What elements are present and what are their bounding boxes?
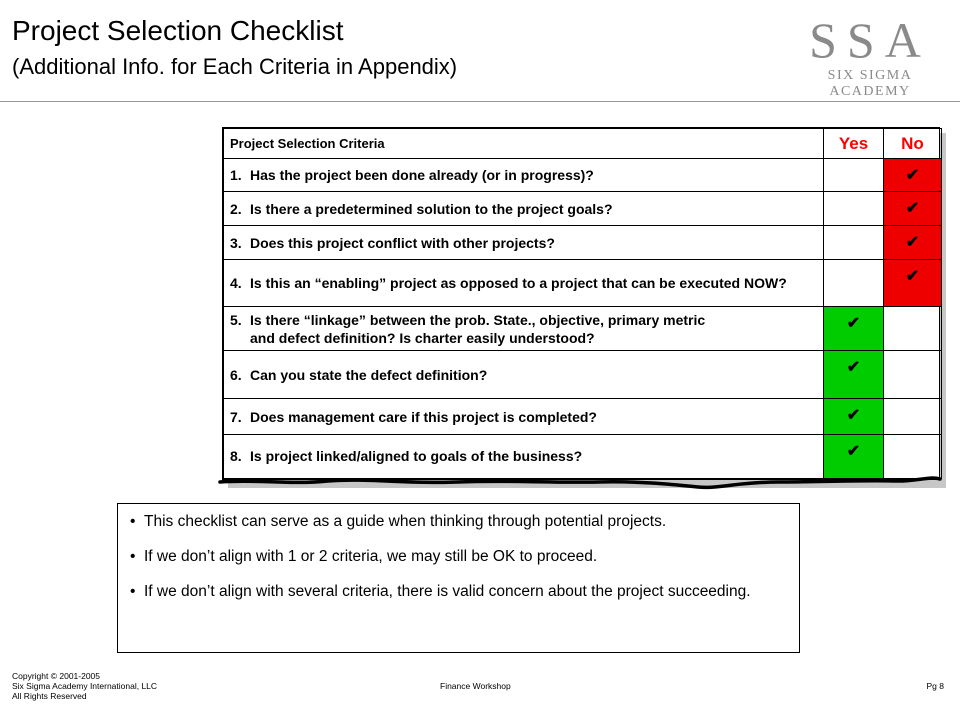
- checkmark-icon: ✔: [846, 359, 861, 377]
- criteria-question: [224, 226, 824, 259]
- guidance-notes: [117, 503, 800, 653]
- rights-line: All Rights Reserved: [12, 691, 87, 701]
- question-number: 1.: [230, 167, 242, 184]
- page-subtitle: (Additional Info. for Each Criteria in Appendix): [12, 54, 458, 79]
- note-text: If we don’t align with several criteria, there is valid concern about the project succeeding.: [144, 583, 751, 600]
- yes-cell: [824, 226, 884, 259]
- no-column-header: No: [884, 129, 942, 159]
- no-cell: [884, 259, 942, 306]
- question-number: 5.: [230, 311, 242, 328]
- logo-tagline: SIX SIGMA ACADEMY: [827, 68, 913, 99]
- table-row: [224, 259, 942, 306]
- criteria-question: [224, 351, 824, 399]
- question-number: 2.: [230, 200, 242, 217]
- question-text-continued: and defect definition? Is charter easily understood?: [250, 329, 595, 346]
- yes-cell: [824, 159, 884, 192]
- no-cell: [884, 351, 942, 399]
- no-cell: [884, 306, 942, 350]
- question-number: 7.: [230, 408, 242, 425]
- checkmark-icon: ✔: [905, 234, 920, 252]
- criteria-question: [224, 159, 824, 192]
- page-title: Project Selection Checklist: [12, 15, 344, 46]
- criteria-question: [224, 259, 824, 306]
- yes-cell: [824, 306, 884, 350]
- no-cell: [884, 192, 942, 226]
- note-text: If we don’t align with 1 or 2 criteria, we may still be OK to proceed.: [144, 548, 598, 565]
- yes-cell: [824, 192, 884, 226]
- table-row: [224, 351, 942, 399]
- table-row: [224, 226, 942, 259]
- header-divider: [0, 101, 960, 102]
- yes-cell: [824, 259, 884, 306]
- bullet: •: [130, 548, 136, 565]
- question-text: Does this project conflict with other projects?: [250, 234, 555, 251]
- checkmark-icon: ✔: [905, 200, 920, 218]
- no-cell: [884, 399, 942, 434]
- question-text: Does management care if this project is completed?: [250, 408, 597, 425]
- footer-workshop: Finance Workshop: [440, 681, 511, 691]
- footer-copyright: [12, 671, 157, 701]
- checklist-table: [222, 127, 940, 480]
- note-item: [130, 512, 787, 532]
- checkmark-icon: ✔: [905, 267, 920, 285]
- company-line: Six Sigma Academy International, LLC: [12, 681, 158, 691]
- question-number: 4.: [230, 274, 242, 291]
- checkmark-icon: ✔: [846, 442, 861, 460]
- no-cell: [884, 226, 942, 259]
- note-item: [130, 547, 787, 567]
- question-text: Is there a predetermined solution to the project goals?: [250, 200, 613, 217]
- bullet: •: [130, 583, 136, 600]
- footer-page-number: Pg 8: [926, 681, 944, 691]
- ssa-logo: [790, 14, 950, 100]
- question-number: 8.: [230, 448, 242, 465]
- question-text: Is there “linkage” between the prob. State., objective, primary metric: [250, 311, 706, 328]
- checkmark-icon: ✔: [846, 407, 861, 425]
- question-number: 6.: [230, 366, 242, 383]
- checkmark-icon: ✔: [846, 314, 861, 332]
- criteria-question: [224, 192, 824, 226]
- yes-cell: [824, 399, 884, 434]
- yes-column-header: Yes: [824, 129, 884, 159]
- question-text: Is project linked/aligned to goals of the business?: [250, 448, 583, 465]
- table-row: [224, 399, 942, 434]
- note-item: [130, 582, 787, 602]
- question-text: Can you state the defect definition?: [250, 366, 488, 383]
- yes-cell: [824, 351, 884, 399]
- question-number: 3.: [230, 234, 242, 251]
- criteria-question: [224, 399, 824, 434]
- criteria-question: [224, 306, 824, 350]
- table-row: [224, 192, 942, 226]
- copyright-line: Copyright © 2001-2005: [12, 671, 101, 681]
- table-row: [224, 159, 942, 192]
- no-cell: [884, 159, 942, 192]
- bullet: •: [130, 513, 136, 530]
- table-row: [224, 306, 942, 350]
- criteria-column-header: Project Selection Criteria: [224, 129, 824, 159]
- torn-edge-line: [218, 470, 948, 498]
- checkmark-icon: ✔: [905, 167, 920, 184]
- note-text: This checklist can serve as a guide when thinking through potential projects.: [144, 513, 667, 530]
- table-header-row: [224, 129, 942, 159]
- question-text: Has the project been done already (or in progress)?: [250, 167, 594, 184]
- logo-mark: SSA: [809, 12, 931, 68]
- question-text: Is this an “enabling” project as opposed to a project that can be executed NOW?: [250, 274, 787, 291]
